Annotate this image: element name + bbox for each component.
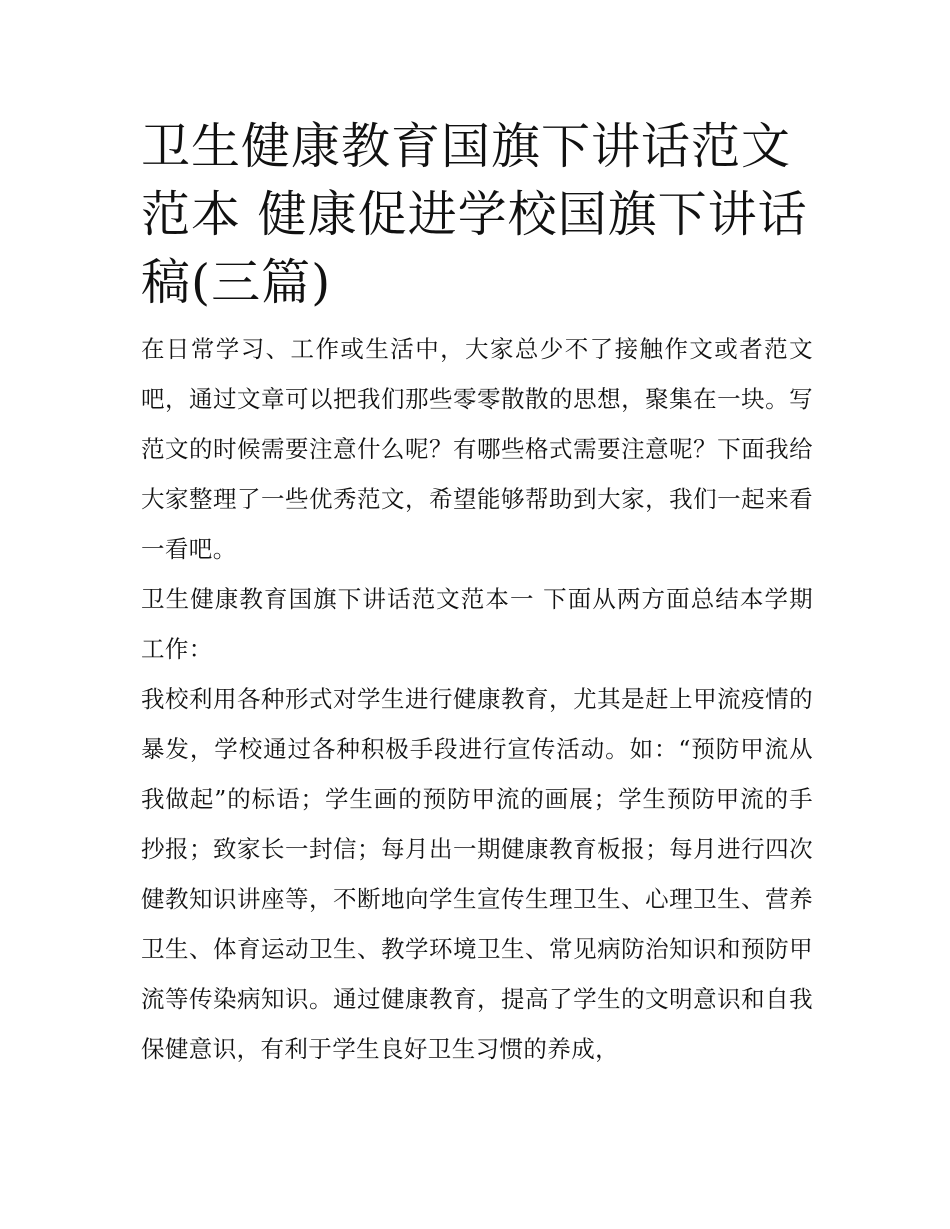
document-title: 卫生健康教育国旗下讲话范文范本 健康促进学校国旗下讲话稿(三篇) <box>141 118 808 311</box>
section-heading-paragraph: 卫生健康教育国旗下讲话范文范本一 下面从两方面总结本学期工作： <box>141 585 813 663</box>
document-page <box>141 113 813 1074</box>
intro-paragraph: 在日常学习、工作或生活中，大家总少不了接触作文或者范文吧，通过文章可以把我们那些零零散散的思想，聚集在一块。写范文的时候需要注意什么呢？有哪些格式需要注意呢？下面我给大家整理了一些优秀范文，希望能够帮助到大家，我们一起来看一看吧。 <box>141 335 813 563</box>
body-paragraph: 我校利用各种形式对学生进行健康教育，尤其是赶上甲流疫情的暴发，学校通过各种积极手段进行宣传活动。如：“预防甲流从我做起”的标语；学生画的预防甲流的画展；学生预防甲流的手抄报；致家长一封信；每月出一期健康教育板报；每月进行四次健教知识讲座等，不断地向学生宣传生理卫生、心理卫生、营养卫生、体育运动卫生、教学环境卫生、常见病防治知识和预防甲流等传染病知识。通过健康教育，提高了学生的文明意识和自我保健意识，有利于学生良好卫生习惯的养成， <box>141 685 813 1063</box>
